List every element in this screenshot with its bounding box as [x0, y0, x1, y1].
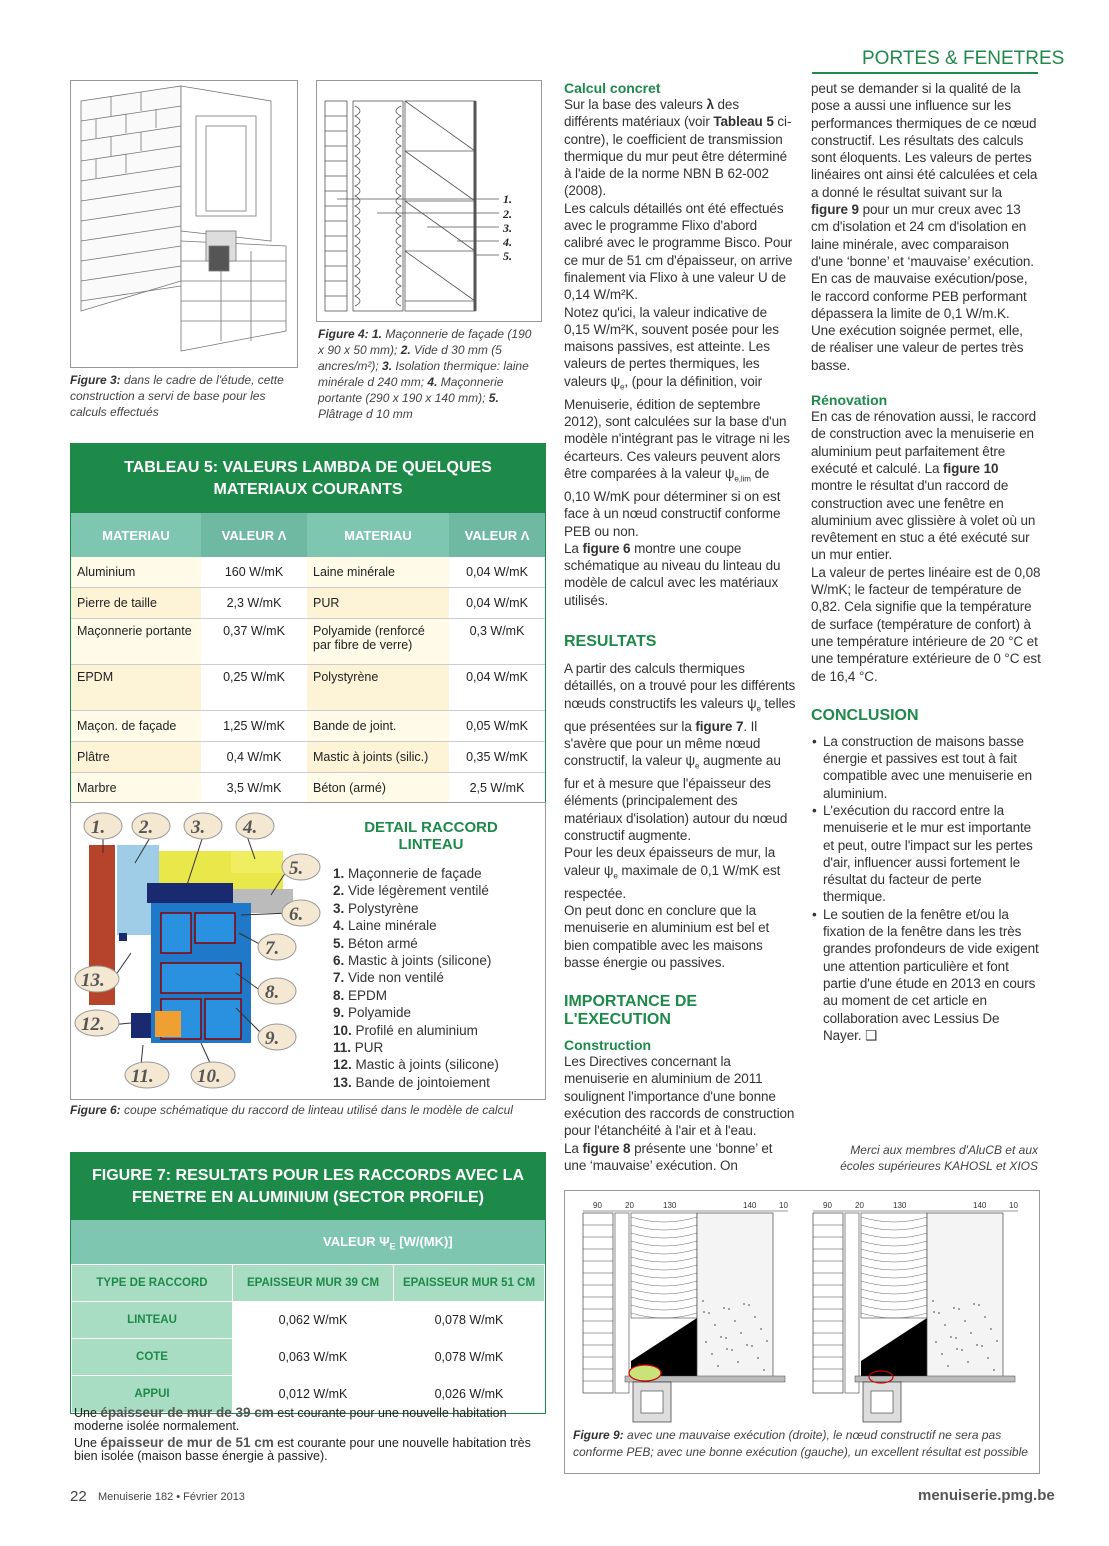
figure-6-legend [333, 865, 543, 1091]
figure-7-note-2: Une épaisseur de mur de 51 cm est courante pour une nouvelle habitation très bien isolée (maison basse énergie à passive). [74, 1435, 531, 1463]
fig4-marker-3: 3. [503, 221, 512, 235]
t5-header-valeur-2: VALEUR Λ [449, 513, 545, 557]
material-cell: Polystyrène [307, 665, 449, 711]
fig6-marker-1 [84, 813, 122, 839]
conclusion-heading: CONCLUSION [811, 706, 919, 724]
legend-text: Vide non ventilé [348, 970, 444, 986]
cavity [845, 1213, 859, 1393]
legend-item [333, 1022, 543, 1039]
t5-header-materiau-2: MATERIAU [307, 513, 449, 557]
t5-header-valeur-1: VALEUR Λ [201, 513, 307, 557]
col4-intro-text: peut se demander si la qualité de la pose a aussi une influence sur les performances thermiques de ce nœud constructif. Les résultats des calculs sont éloquents. Les valeurs de pertes linéaires ont ainsi été calculées et cela a donné le résultat suivant sur la figure 9 pour un mur creux avec 13 cm d'isolation et 24 cm d'isolation en laine minérale, avec comparaison d'une ‘bonne’ et ‘mauvaise’ exécution. En cas de mauvaise exécution/pose, le raccord conforme PEB performant dépassera la limite de 0,1 W/m.K. Une exécution soignée permet, elle, de réaliser une valeur de pertes très basse. [811, 81, 1038, 373]
fig4-marker-4: 4. [503, 235, 512, 249]
conclusion-list [811, 733, 1041, 1044]
svg-text:8.: 8. [265, 982, 280, 1003]
figure-7-title: FIGURE 7: RESULTATS POUR LES RACCORDS AVEC LA FENETRE EN ALUMINIUM (SECTOR PROFILE) [71, 1153, 545, 1220]
calcul-concret-heading: Calcul concret [564, 80, 661, 96]
table-row [72, 1302, 545, 1339]
lambda-value-cell: 0,04 W/mK [449, 557, 545, 588]
figure-4-image [316, 80, 542, 322]
legend-text: EPDM [348, 987, 388, 1003]
fig6-marker-3 [184, 813, 222, 839]
svg-text:12.: 12. [81, 1014, 105, 1035]
column-3 [564, 80, 796, 1174]
legend-number: 13. [333, 1074, 352, 1090]
calcul-concret-text: Sur la base des valeurs λ des différents matériaux (voir Tableau 5 ci-contre), le coefficient de transmission thermique du mur peut être déterminé à l'aide de la norme NBN B 62-002 (2008). Les calculs détaillés ont été effectués avec le programme Flixo d'abord calibré avec le programme Bisco. Pour ce mur de 51 cm d'épaisseur, on arrive finalement via Flixo à une valeur U de 0,14 W/m²K. Notez qu'ici, la valeur indicative de 0,15 W/m²K, souvent posée pour les maisons passives, est atteinte. Les valeurs de pertes thermiques, les valeurs $\psi_e$, (pour la définition, voir Menuiserie, édition de septembre 2012), sont calculées sur la base d'un modèle n'intégrant pas le vitrage ni les écarteurs. Ces valeurs peuvent alors être comparées à la valeur $\psi_{e,lim}$ de 0,10 W/mK pour déterminer si on est face à un nœud constructif conforme PEB ou non. La figure 6 montre une coupe schématique au niveau du linteau du modèle de calcul avec les matériaux utilisés. [564, 97, 793, 608]
legend-number: 7. [333, 970, 345, 986]
figure-6-caption: Figure 6: coupe schématique du raccord de linteau utilisé dans le modèle de calcul [70, 1103, 513, 1117]
legend-text: Polyamide [348, 1005, 412, 1021]
resultats-heading: RESULTATS [564, 632, 657, 650]
psi-value-cell: 0,062 W/mK [233, 1302, 394, 1339]
lambda-value-cell: 160 W/mK [201, 557, 307, 588]
lambda-value-cell: 3,5 W/mK [201, 773, 307, 804]
fig6-marker-12 [75, 1010, 119, 1036]
legend-text: Vide légèrement ventilé [348, 883, 489, 899]
renovation-heading: Rénovation [811, 392, 888, 409]
lambda-value-cell: 2,3 W/mK [201, 588, 307, 619]
legend-text: Maçonnerie de façade [348, 866, 482, 881]
material-cell: Bande de joint. [307, 711, 449, 742]
table-5-title: TABLEAU 5: VALEURS LAMBDA DE QUELQUES MATERIAUX COURANTS [71, 444, 545, 513]
table-row [71, 665, 545, 711]
legend-number: 8. [333, 987, 345, 1003]
svg-text:7.: 7. [265, 938, 280, 959]
conclusion-item: • L'exécution du raccord entre la menuiserie et le mur est importante et peut, outre l'impact sur les pertes d'air, influencer aussi fortement le résultat du facteur de perte thermique. [823, 802, 1041, 906]
concrete [697, 1213, 773, 1378]
svg-text:11.: 11. [131, 1066, 154, 1087]
figure-3-caption: Figure 3: dans le cadre de l'étude, cette construction a servi de base pour les calculs effectués [70, 373, 284, 419]
header-rule [812, 72, 1038, 74]
column-4 [811, 80, 1041, 1044]
lambda-value-cell: 2,5 W/mK [449, 773, 545, 804]
fig4-marker-2: 2. [503, 207, 512, 221]
material-cell: PUR [307, 588, 449, 619]
legend-item [333, 987, 543, 1004]
legend-text: Béton armé [348, 935, 418, 951]
legend-item [333, 917, 543, 934]
lambda-value-cell: 0,04 W/mK [449, 588, 545, 619]
fig6-marker-13 [75, 966, 119, 992]
legend-text: Mastic à joints (silicone) [355, 1057, 499, 1073]
legend-item [333, 865, 543, 882]
fig9-dimension-label: 90 [593, 1201, 602, 1210]
table-5 [70, 443, 546, 805]
fig6-marker-10 [191, 1062, 235, 1088]
cavity [615, 1213, 629, 1393]
legend-text: Laine minérale [348, 918, 437, 934]
svg-text:3.: 3. [191, 817, 206, 838]
svg-text:6.: 6. [289, 904, 304, 925]
legend-item [333, 1039, 543, 1056]
legend-item [333, 1074, 543, 1091]
conclusion-item: • Le soutien de la fenêtre et/ou la fixation de la fenêtre dans les très grandes profondeurs de vide exigent une attention particulière et font partie d'une étude en 2013 en cours au moment de cet article en collaboration avec Lessius De Nayer. ❑ [823, 906, 1041, 1044]
brick-wall [583, 1213, 613, 1393]
material-cell: Polyamide (renforcé par fibre de verre) [307, 619, 449, 665]
table-row [71, 588, 545, 619]
t5-header-materiau-1: MATERIAU [71, 513, 201, 557]
legend-number: 4. [333, 918, 345, 934]
fig9-dimension-label: 140 [973, 1201, 987, 1210]
lambda-value-cell: 0,3 W/mK [449, 619, 545, 665]
legend-item [333, 952, 543, 969]
svg-text:10.: 10. [197, 1066, 221, 1087]
table-row [71, 711, 545, 742]
psi-value-cell: 0,026 W/mK [394, 1376, 545, 1413]
concrete [927, 1213, 1003, 1378]
fig4-marker-1: 1. [503, 192, 512, 206]
svg-text:13.: 13. [81, 970, 105, 991]
legend-number: 5. [333, 935, 345, 951]
fig9-dimension-label: 130 [893, 1201, 907, 1210]
fig6-marker-8 [258, 978, 296, 1004]
thanks-note: Merci aux membres d'AluCB et aux écoles supérieures KAHOSL et XIOS [840, 1143, 1038, 1173]
legend-number: 3. [333, 900, 345, 916]
table-row [71, 619, 545, 665]
table-row [71, 773, 545, 804]
psi-value-cell: 0,078 W/mK [394, 1302, 545, 1339]
figure-6-box [70, 802, 546, 1100]
legend-number: 6. [333, 953, 345, 969]
legend-text: Mastic à joints (silicone) [348, 953, 492, 969]
svg-text:1.: 1. [91, 817, 106, 838]
legend-item [333, 882, 543, 899]
legend-number: 1. [333, 866, 345, 881]
table-row [72, 1339, 545, 1376]
figure-9-box [564, 1190, 1040, 1474]
legend-item [333, 969, 543, 986]
figure-7-table [70, 1152, 546, 1414]
fig6-marker-2 [132, 813, 170, 839]
footer-site: menuiserie.pmg.be [918, 1487, 1055, 1504]
figure-7-value-header: VALEUR $\Psi_E$ [W/(MK)] [71, 1220, 545, 1264]
brick-wall [813, 1213, 843, 1393]
legend-item [333, 935, 543, 952]
fig9-dimension-label: 20 [855, 1201, 864, 1210]
legend-number: 12. [333, 1057, 352, 1073]
construction-heading: Construction [564, 1037, 652, 1054]
fig9-dimension-label: 130 [663, 1201, 677, 1210]
lambda-value-cell: 0,37 W/mK [201, 619, 307, 665]
material-cell: Plâtre [71, 742, 201, 773]
legend-number: 9. [333, 1005, 345, 1021]
legend-number: 10. [333, 1022, 352, 1038]
t7-header-39cm: EPAISSEUR MUR 39 CM [233, 1265, 394, 1302]
raccord-type-cell: APPUI [72, 1376, 233, 1413]
legend-item [333, 900, 543, 917]
fig6-marker-7 [258, 934, 296, 960]
svg-text:5.: 5. [289, 858, 304, 879]
legend-item [333, 1004, 543, 1021]
importance-heading: IMPORTANCE DE L'EXECUTION [564, 993, 698, 1029]
material-cell: Maçon. de façade [71, 711, 201, 742]
raccord-type-cell: COTE [72, 1339, 233, 1376]
t7-header-51cm: EPAISSEUR MUR 51 CM [394, 1265, 545, 1302]
fig9-dimension-label: 140 [743, 1201, 757, 1210]
conclusion-item: • La construction de maisons basse énergie et passives est tout à fait compatible avec une menuiserie en aluminium. [823, 733, 1041, 802]
lintel-plate [855, 1376, 1015, 1382]
svg-text:2.: 2. [139, 817, 154, 838]
legend-number: 11. [333, 1040, 352, 1056]
lambda-value-cell: 0,04 W/mK [449, 665, 545, 711]
legend-text: Polystyrène [348, 900, 419, 916]
legend-text: PUR [354, 1040, 384, 1056]
fig4-marker-5: 5. [503, 249, 512, 263]
svg-text:9.: 9. [265, 1028, 280, 1049]
lambda-value-cell: 0,35 W/mK [449, 742, 545, 773]
material-cell: Mastic à joints (silic.) [307, 742, 449, 773]
table-row [71, 742, 545, 773]
figure-6-title: DETAIL RACCORD LINTEAU [364, 819, 498, 853]
figure-9-caption: Figure 9: avec une mauvaise exécution (droite), le nœud constructif ne sera pas conforme PEB; avec une bonne exécution (gauche), un excellent résultat est possible [573, 1428, 1028, 1459]
fig6-marker-11 [125, 1062, 169, 1088]
fig9-dimension-label: 10 [779, 1201, 788, 1210]
section-header: PORTES & FENETRES [862, 48, 1065, 69]
fig6-marker-4 [236, 813, 274, 839]
legend-item [333, 1056, 543, 1073]
lambda-value-cell: 0,05 W/mK [449, 711, 545, 742]
svg-text:4.: 4. [243, 817, 258, 838]
fig9-dimension-label: 90 [823, 1201, 832, 1210]
highlight-joint [629, 1365, 661, 1381]
resultats-text: A partir des calculs thermiques détaillés, on a trouvé pour les différents nœuds constructifs les valeurs $\psi_e$ telles que présentées sur la figure 7. Il s'avère que pour un même nœud constructif, la valeur $\psi_e$ augmente au fur et à mesure que l'épaisseur des éléments (principalement des matériaux d'isolation) autour du nœud constructif augmente. Pour les deux épaisseurs de mur, la valeur $\psi_e$ maximale de 0,1 W/mK est respectée. On peut donc en conclure que la menuiserie en aluminium est bel et bien compatible avec les maisons basse énergie ou passives. [564, 660, 796, 970]
footer-page-number: 22 [70, 1488, 87, 1505]
dark-zone [861, 1318, 927, 1376]
material-cell: Béton (armé) [307, 773, 449, 804]
fig6-marker-6 [282, 900, 320, 926]
material-cell: Maçonnerie portante [71, 619, 201, 665]
material-cell: Pierre de taille [71, 588, 201, 619]
figure-7-note-1: Une épaisseur de mur de 39 cm est courante pour une nouvelle habitation moderne isolée normalement. [74, 1405, 507, 1433]
lambda-value-cell: 0,25 W/mK [201, 665, 307, 711]
figure-3-image [70, 80, 298, 368]
material-cell: Marbre [71, 773, 201, 804]
legend-text: Bande de jointoiement [355, 1074, 490, 1090]
renovation-text: En cas de rénovation aussi, le raccord de construction avec la menuiserie en aluminium peut parfaitement être exécuté et calculé. La figure 10 montre le résultat d'un raccord de construction avec une fenêtre en aluminium avec glissière à volet où un revêtement en stuc a été exécuté sur un mur entier. La valeur de pertes linéaire est de 0,08 W/mK; le facteur de température de 0,82. Cela signifie que la température de surface (température de confort) à une température intérieure de 20 °C et une température extérieure de 0 °C est de 16,4 °C. [811, 409, 1041, 684]
table-row [71, 557, 545, 588]
t7-header-type: TYPE DE RACCORD [72, 1265, 233, 1302]
fig6-marker-9 [258, 1024, 296, 1050]
fig6-marker-5 [282, 854, 320, 880]
footer-issue: Menuiserie 182 • Février 2013 [98, 1491, 245, 1503]
psi-value-cell: 0,078 W/mK [394, 1339, 545, 1376]
raccord-type-cell: LINTEAU [72, 1302, 233, 1339]
figure-4-caption: Figure 4: 1. Maçonnerie de façade (190 x 90 x 50 mm); 2. Vide d 30 mm (5 ancres/m²); 3. Isolation thermique: laine minérale d 240 mm; 4. Maçonnerie portante (290 x 190 x 140 mm); 5. Plâtrage d 10 mm [318, 327, 532, 421]
construction-text: Les Directives concernant la menuiserie en aluminium de 2011 soulignent l'importance d'une bonne exécution des raccords de construction pour l'étanchéité à l'air et à l'eau. La figure 8 présente une ‘bonne’ et une ‘mauvaise’ exécution. On [564, 1054, 795, 1173]
psi-value-cell: 0,012 W/mK [233, 1376, 394, 1413]
material-cell: Laine minérale [307, 557, 449, 588]
legend-number: 2. [333, 883, 345, 899]
legend-text: Profilé en aluminium [355, 1022, 478, 1038]
lambda-value-cell: 1,25 W/mK [201, 711, 307, 742]
fig9-dimension-label: 10 [1009, 1201, 1018, 1210]
fig9-dimension-label: 20 [625, 1201, 634, 1210]
lambda-value-cell: 0,4 W/mK [201, 742, 307, 773]
psi-value-cell: 0,063 W/mK [233, 1339, 394, 1376]
material-cell: Aluminium [71, 557, 201, 588]
material-cell: EPDM [71, 665, 201, 711]
